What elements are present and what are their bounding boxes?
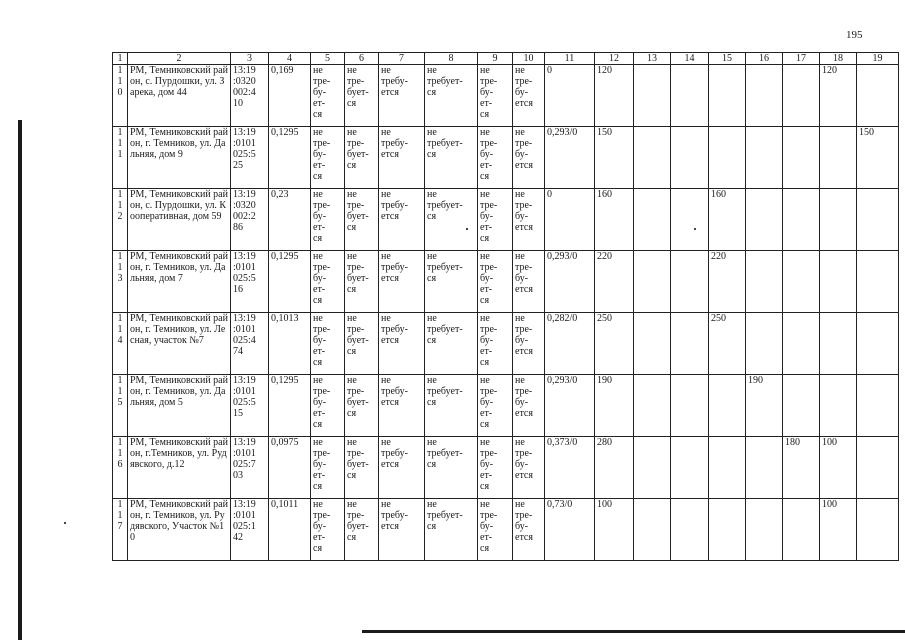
ratio-cell: 0,282/0	[545, 313, 595, 375]
requirement-cell: не требует- ся	[425, 437, 478, 499]
requirement-cell: не тре- бу- ет- ся	[478, 499, 513, 561]
requirement-cell: не тре- бу- ет- ся	[478, 189, 513, 251]
column-number: 4	[269, 53, 311, 65]
table-row	[113, 127, 899, 189]
column-number: 16	[746, 53, 783, 65]
requirement-cell: не тре- бу- ется	[513, 437, 545, 499]
value-cell	[671, 189, 709, 251]
requirement-cell: не тре- бу- ет- ся	[311, 437, 345, 499]
value-cell: 250	[709, 313, 746, 375]
value-cell	[746, 65, 783, 127]
value-cell	[634, 375, 671, 437]
value-cell	[820, 251, 857, 313]
value-cell	[634, 65, 671, 127]
requirement-cell: не тре- бу- ется	[513, 313, 545, 375]
value-cell	[857, 375, 899, 437]
scan-edge-left	[18, 120, 22, 640]
value-cell	[634, 437, 671, 499]
value-cell	[634, 127, 671, 189]
address-cell: РМ, Темниковский район, г. Темников, ул. Лесная, участок №7	[128, 313, 231, 375]
value-cell	[634, 189, 671, 251]
requirement-cell: не тре- бует- ся	[345, 437, 379, 499]
column-number: 17	[783, 53, 820, 65]
requirement-cell: не требу- ется	[379, 313, 425, 375]
ratio-cell: 0,373/0	[545, 437, 595, 499]
requirement-cell: не тре- бует- ся	[345, 499, 379, 561]
value-cell: 160	[709, 189, 746, 251]
address-cell: РМ, Темниковский район, с. Пурдошки, ул. Кооперативная, дом 59	[128, 189, 231, 251]
scan-speck	[64, 522, 66, 524]
requirement-cell: не тре- бу- ет- ся	[478, 375, 513, 437]
ratio-cell: 0,293/0	[545, 375, 595, 437]
requirement-cell: не требует- ся	[425, 375, 478, 437]
cadastral-number-cell: 13:19 :0101 025:5 16	[231, 251, 269, 313]
row-number: 1 1 4	[113, 313, 128, 375]
column-number: 5	[311, 53, 345, 65]
value-cell	[671, 127, 709, 189]
cadastral-number-cell: 13:19 :0101 025:7 03	[231, 437, 269, 499]
row-number: 1 1 1	[113, 127, 128, 189]
column-number: 11	[545, 53, 595, 65]
requirement-cell: не тре- бу- ет- ся	[478, 313, 513, 375]
column-number: 10	[513, 53, 545, 65]
land-plot-registry-table	[112, 52, 899, 561]
total-cell: 150	[595, 127, 634, 189]
table-body	[113, 53, 899, 561]
row-number: 1 1 6	[113, 437, 128, 499]
value-cell	[820, 127, 857, 189]
table-row	[113, 499, 899, 561]
requirement-cell: не требует- ся	[425, 65, 478, 127]
value-cell	[820, 189, 857, 251]
requirement-cell: не тре- бу- ет- ся	[311, 375, 345, 437]
value-cell	[671, 313, 709, 375]
area-cell: 0,1295	[269, 375, 311, 437]
column-number: 3	[231, 53, 269, 65]
area-cell: 0,0975	[269, 437, 311, 499]
area-cell: 0,1013	[269, 313, 311, 375]
column-number-row	[113, 53, 899, 65]
cadastral-number-cell: 13:19 :0320 002:2 86	[231, 189, 269, 251]
total-cell: 280	[595, 437, 634, 499]
requirement-cell: не тре- бует- ся	[345, 127, 379, 189]
requirement-cell: не требу- ется	[379, 251, 425, 313]
scan-edge-bottom	[362, 630, 905, 633]
value-cell	[671, 437, 709, 499]
requirement-cell: не тре- бу- ет- ся	[311, 251, 345, 313]
requirement-cell: не тре- бу- ет- ся	[478, 437, 513, 499]
total-cell: 190	[595, 375, 634, 437]
address-cell: РМ, Темниковский район, г. Темников, ул. Рудявского, Участок №10	[128, 499, 231, 561]
value-cell: 220	[709, 251, 746, 313]
total-cell: 100	[595, 499, 634, 561]
requirement-cell: не тре- бу- ет- ся	[311, 127, 345, 189]
value-cell	[709, 437, 746, 499]
requirement-cell: не тре- бу- ется	[513, 375, 545, 437]
value-cell	[857, 189, 899, 251]
value-cell	[746, 127, 783, 189]
cadastral-number-cell: 13:19 :0320 002:4 10	[231, 65, 269, 127]
table-row	[113, 313, 899, 375]
address-cell: РМ, Темниковский район, г. Темников, ул. Дальняя, дом 9	[128, 127, 231, 189]
requirement-cell: не тре- бует- ся	[345, 65, 379, 127]
value-cell	[746, 499, 783, 561]
requirement-cell: не требу- ется	[379, 499, 425, 561]
requirement-cell: не тре- бу- ется	[513, 251, 545, 313]
requirement-cell: не требует- ся	[425, 313, 478, 375]
value-cell	[783, 375, 820, 437]
requirement-cell: не требу- ется	[379, 65, 425, 127]
requirement-cell: не тре- бу- ется	[513, 65, 545, 127]
value-cell	[820, 313, 857, 375]
area-cell: 0,23	[269, 189, 311, 251]
table-row	[113, 65, 899, 127]
value-cell	[709, 127, 746, 189]
address-cell: РМ, Темниковский район, г.Темников, ул. Рудявского, д.12	[128, 437, 231, 499]
value-cell	[634, 313, 671, 375]
requirement-cell: не тре- бует- ся	[345, 313, 379, 375]
value-cell: 100	[820, 437, 857, 499]
requirement-cell: не тре- бу- ет- ся	[311, 189, 345, 251]
total-cell: 160	[595, 189, 634, 251]
ratio-cell: 0,73/0	[545, 499, 595, 561]
value-cell	[746, 251, 783, 313]
value-cell	[671, 65, 709, 127]
row-number: 1 1 5	[113, 375, 128, 437]
table-row	[113, 251, 899, 313]
value-cell	[746, 437, 783, 499]
address-cell: РМ, Темниковский район, г. Темников, ул. Дальняя, дом 7	[128, 251, 231, 313]
requirement-cell: не тре- бу- ет- ся	[478, 251, 513, 313]
value-cell	[709, 375, 746, 437]
requirement-cell: не тре- бует- ся	[345, 375, 379, 437]
value-cell	[746, 189, 783, 251]
address-cell: РМ, Темниковский район, с. Пурдошки, ул. Зарека, дом 44	[128, 65, 231, 127]
requirement-cell: не тре- бует- ся	[345, 251, 379, 313]
value-cell	[783, 65, 820, 127]
value-cell: 150	[857, 127, 899, 189]
column-number: 13	[634, 53, 671, 65]
requirement-cell: не требу- ется	[379, 437, 425, 499]
ratio-cell: 0	[545, 65, 595, 127]
value-cell	[634, 499, 671, 561]
ratio-cell: 0	[545, 189, 595, 251]
column-number: 7	[379, 53, 425, 65]
requirement-cell: не требу- ется	[379, 189, 425, 251]
column-number: 19	[857, 53, 899, 65]
table-row	[113, 189, 899, 251]
column-number: 12	[595, 53, 634, 65]
value-cell	[746, 313, 783, 375]
row-number: 1 1 2	[113, 189, 128, 251]
value-cell	[671, 499, 709, 561]
requirement-cell: не тре- бу- ет- ся	[478, 65, 513, 127]
requirement-cell: не тре- бу- ется	[513, 189, 545, 251]
column-number: 1	[113, 53, 128, 65]
area-cell: 0,169	[269, 65, 311, 127]
row-number: 1 1 3	[113, 251, 128, 313]
requirement-cell: не тре- бу- ет- ся	[311, 499, 345, 561]
row-number: 1 1 0	[113, 65, 128, 127]
value-cell: 120	[820, 65, 857, 127]
value-cell	[709, 499, 746, 561]
requirement-cell: не тре- бу- ется	[513, 127, 545, 189]
area-cell: 0,1011	[269, 499, 311, 561]
value-cell	[783, 127, 820, 189]
total-cell: 220	[595, 251, 634, 313]
value-cell	[783, 189, 820, 251]
column-number: 8	[425, 53, 478, 65]
value-cell	[783, 313, 820, 375]
table-row	[113, 437, 899, 499]
total-cell: 120	[595, 65, 634, 127]
cadastral-number-cell: 13:19 :0101 025:1 42	[231, 499, 269, 561]
value-cell	[857, 437, 899, 499]
value-cell: 180	[783, 437, 820, 499]
requirement-cell: не требует- ся	[425, 127, 478, 189]
ratio-cell: 0,293/0	[545, 127, 595, 189]
value-cell: 190	[746, 375, 783, 437]
value-cell	[671, 251, 709, 313]
requirement-cell: не тре- бу- ется	[513, 499, 545, 561]
column-number: 9	[478, 53, 513, 65]
requirement-cell: не тре- бу- ет- ся	[478, 127, 513, 189]
column-number: 14	[671, 53, 709, 65]
value-cell	[671, 375, 709, 437]
requirement-cell: не требует- ся	[425, 251, 478, 313]
value-cell	[857, 499, 899, 561]
value-cell	[857, 251, 899, 313]
value-cell: 100	[820, 499, 857, 561]
page-number: 195	[846, 29, 863, 41]
ratio-cell: 0,293/0	[545, 251, 595, 313]
requirement-cell: не требует- ся	[425, 189, 478, 251]
column-number: 2	[128, 53, 231, 65]
value-cell	[634, 251, 671, 313]
table-row	[113, 375, 899, 437]
requirement-cell: не требу- ется	[379, 375, 425, 437]
cadastral-number-cell: 13:19 :0101 025:4 74	[231, 313, 269, 375]
value-cell	[783, 499, 820, 561]
cadastral-number-cell: 13:19 :0101 025:5 25	[231, 127, 269, 189]
address-cell: РМ, Темниковский район, г. Темников, ул. Дальняя, дом 5	[128, 375, 231, 437]
total-cell: 250	[595, 313, 634, 375]
column-number: 6	[345, 53, 379, 65]
cadastral-number-cell: 13:19 :0101 025:5 15	[231, 375, 269, 437]
area-cell: 0,1295	[269, 251, 311, 313]
column-number: 18	[820, 53, 857, 65]
requirement-cell: не тре- бу- ет- ся	[311, 313, 345, 375]
value-cell	[709, 65, 746, 127]
area-cell: 0,1295	[269, 127, 311, 189]
requirement-cell: не требу- ется	[379, 127, 425, 189]
row-number: 1 1 7	[113, 499, 128, 561]
value-cell	[820, 375, 857, 437]
value-cell	[857, 313, 899, 375]
value-cell	[783, 251, 820, 313]
requirement-cell: не требует- ся	[425, 499, 478, 561]
column-number: 15	[709, 53, 746, 65]
requirement-cell: не тре- бует- ся	[345, 189, 379, 251]
value-cell	[857, 65, 899, 127]
requirement-cell: не тре- бу- ет- ся	[311, 65, 345, 127]
